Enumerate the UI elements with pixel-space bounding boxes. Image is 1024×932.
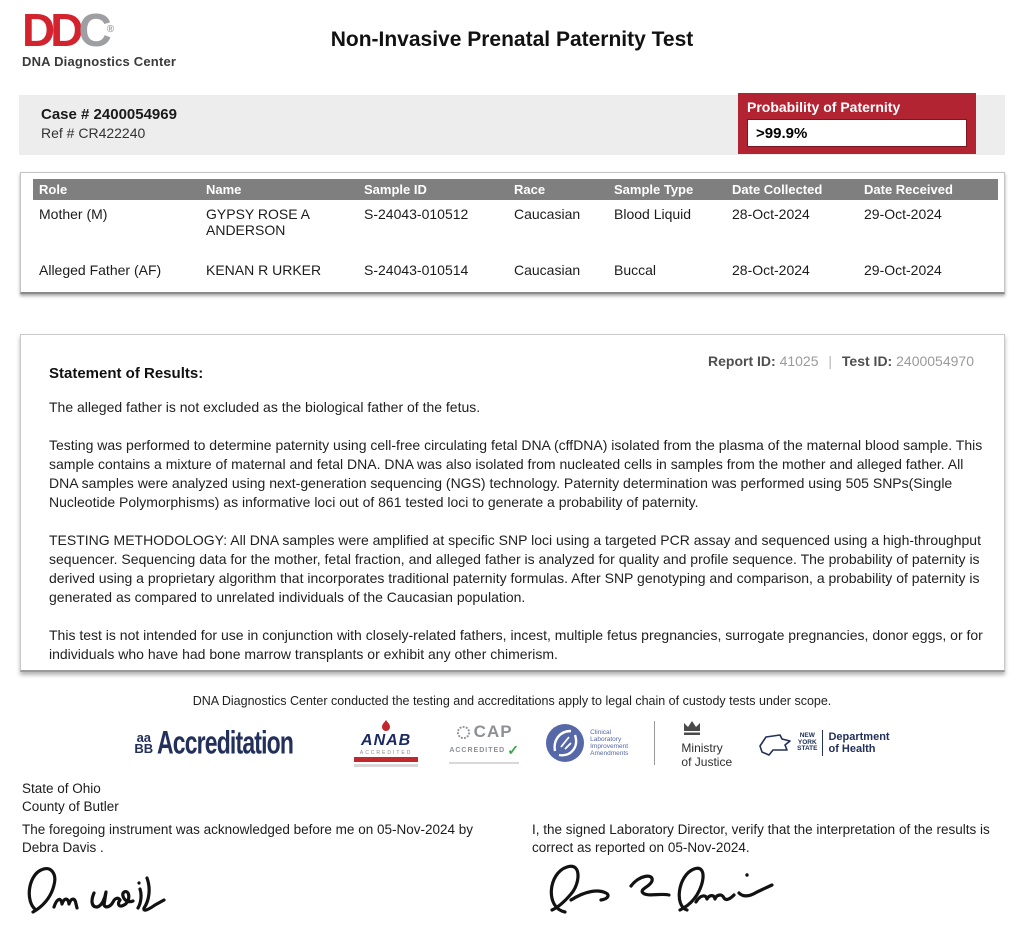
table-row-mother	[33, 200, 998, 240]
cell-race: Caucasian	[514, 262, 581, 278]
anab-logo	[349, 720, 423, 767]
anab-name: ANAB	[361, 731, 412, 749]
nys-dept-line2: of Health	[828, 743, 876, 755]
probability-value-box	[747, 119, 967, 147]
probability-value: >99.9%	[756, 124, 808, 142]
statement-box	[20, 334, 1005, 672]
id-separator: |	[828, 353, 833, 369]
cap-sub: ACCREDITED	[449, 747, 506, 754]
director-signature	[535, 858, 797, 928]
report-id-label: Report ID:	[708, 353, 776, 369]
anab-flame-icon	[381, 720, 391, 732]
col-header-sample-id: Sample ID	[358, 179, 508, 200]
clia-seal-icon	[545, 723, 585, 763]
aabb-label: Accreditation	[157, 724, 294, 761]
clia-logo	[545, 723, 628, 763]
cell-race: Caucasian	[514, 206, 581, 222]
col-header-date-collected: Date Collected	[726, 179, 858, 200]
cell-role: Alleged Father (AF)	[39, 262, 162, 278]
cap-check-icon: ✓	[507, 742, 519, 758]
nys-doh-logo	[758, 729, 889, 757]
ministry-of-justice-logo	[681, 718, 732, 769]
moj-line1: Ministry	[681, 740, 723, 755]
director-statement: I, the signed Laboratory Director, verify that the interpretation of the results is correct as reported on 05-Nov-2024.	[532, 822, 990, 855]
clia-line: Clinical	[590, 729, 612, 736]
cell-sample-id: S-24043-010512	[364, 206, 469, 222]
logo-subtitle: DNA Diagnostics Center	[22, 54, 177, 69]
ref-number: Ref # CR422240	[41, 125, 146, 141]
cap-gray-line	[449, 762, 519, 764]
test-id-value: 2400054970	[896, 353, 974, 369]
testing-paragraph: Testing was performed to determine paternity using cell-free circulating fetal DNA (cffDNA) isolated from the plasma of the maternal blood sample. This sample contains a mixture of maternal and fetal DNA. DNA was also isolated from nucleated cells in samples from the mother and alleged father. All DNA samples were analyzed using next-generation sequencing (NGS) technology. Paternity determination was performed using 505 SNPs(Single Nucleotide Polymorphisms) as informative loci out of 861 tested loci to generate a probability of paternity.	[49, 437, 983, 510]
clia-line: Laboratory	[590, 736, 622, 743]
cell-date-received: 29-Oct-2024	[864, 206, 942, 222]
clia-text	[590, 729, 628, 757]
col-header-name: Name	[200, 179, 358, 200]
notary-statement: The foregoing instrument was acknowledged before me on 05-Nov-2024 by Debra Davis .	[22, 822, 474, 855]
cell-date-received: 29-Oct-2024	[864, 262, 942, 278]
logo-divider	[654, 721, 655, 765]
col-header-role: Role	[33, 179, 200, 200]
nys-divider	[822, 730, 823, 756]
test-id-label: Test ID:	[841, 353, 893, 369]
table-row-alleged-father	[33, 240, 998, 280]
cell-name: GYPSY ROSE A ANDERSON	[206, 206, 310, 238]
table-header-row	[33, 179, 998, 200]
cell-sample-id: S-24043-010514	[364, 262, 469, 278]
logo-letter-d2: D	[50, 4, 79, 56]
result-paragraph: The alleged father is not excluded as the biological father of the fetus.	[49, 399, 481, 415]
cap-accredited-logo	[449, 722, 519, 764]
accreditation-logos	[0, 716, 1024, 770]
aabb-glyph-bottom: BB	[134, 741, 154, 756]
probability-label: Probability of Paternity	[747, 99, 901, 115]
notary-signature	[20, 860, 220, 926]
participants-table-box	[20, 172, 1005, 294]
case-info-bar	[19, 95, 1005, 155]
report-id-value: 41025	[779, 353, 819, 369]
anab-sub: ACCREDITED	[359, 749, 413, 756]
col-header-date-received: Date Received	[858, 179, 998, 200]
aabb-monogram-icon	[134, 732, 153, 754]
clia-line: Improvement	[590, 743, 629, 750]
cap-seal-icon	[456, 725, 471, 740]
anab-gray-line	[354, 764, 418, 767]
nys-dept-line1: Department	[828, 731, 890, 743]
nys-word: YORK	[797, 738, 817, 746]
cap-name: CAP	[473, 722, 513, 741]
nys-words	[797, 733, 817, 753]
methodology-paragraph: TESTING METHODOLOGY: All DNA samples were amplified at specific SNP loci using a targeted PCR assay and sequenced using a high-throughput sequencer. Sequencing data for the mother, fetal fraction, and alleged father is analyzed for quality and profile sequence. The probability of paternity is derived using a proprietary algorithm that incorporates traditional paternity formulas. After SNP genotyping and comparison, a probability of paternity is generated as compared to unrelated individuals of the Caucasian population.	[49, 532, 981, 605]
participants-table	[33, 179, 998, 280]
crown-icon	[681, 718, 703, 736]
aabb-accreditation-logo	[134, 724, 323, 761]
logo-letter-d1: D	[22, 4, 51, 56]
nys-word: NEW	[799, 732, 815, 740]
cell-sample-type: Buccal	[614, 262, 657, 278]
registered-mark: ®	[106, 24, 115, 35]
moj-text	[681, 741, 732, 769]
aabb-glyph-top: aa	[136, 730, 152, 745]
clia-line: Amendments	[590, 750, 629, 757]
col-header-race: Race	[508, 179, 608, 200]
col-header-sample-type: Sample Type	[608, 179, 726, 200]
state-line: State of Ohio	[22, 781, 101, 796]
cell-role: Mother (M)	[39, 206, 108, 222]
moj-line2: of Justice	[681, 754, 733, 769]
accreditation-note: DNA Diagnostics Center conducted the testing and accreditations apply to legal chain of custody tests under scope.	[192, 694, 832, 708]
anab-red-bar	[354, 757, 418, 762]
page-title: Non-Invasive Prenatal Paternity Test	[330, 28, 694, 51]
case-number: Case # 2400054969	[41, 106, 177, 123]
statement-heading: Statement of Results:	[49, 365, 204, 382]
ny-state-icon	[758, 729, 792, 757]
cell-sample-type: Blood Liquid	[614, 206, 692, 222]
nys-word: STATE	[797, 745, 818, 753]
cell-date-collected: 28-Oct-2024	[732, 262, 810, 278]
cell-name: KENAN R URKER	[206, 262, 322, 278]
nys-dept	[828, 731, 889, 755]
logo-letter-c: C	[78, 4, 107, 56]
county-line: County of Butler	[22, 799, 119, 814]
probability-panel	[738, 93, 976, 154]
cell-date-collected: 28-Oct-2024	[732, 206, 810, 222]
report-ids	[708, 353, 974, 369]
limitations-paragraph: This test is not intended for use in conjunction with closely-related fathers, incest, multiple fetus pregnancies, surrogate pregnancies, donor eggs, or for individuals who have had bone marrow transplants or exhibit any other chimerism.	[49, 627, 983, 662]
